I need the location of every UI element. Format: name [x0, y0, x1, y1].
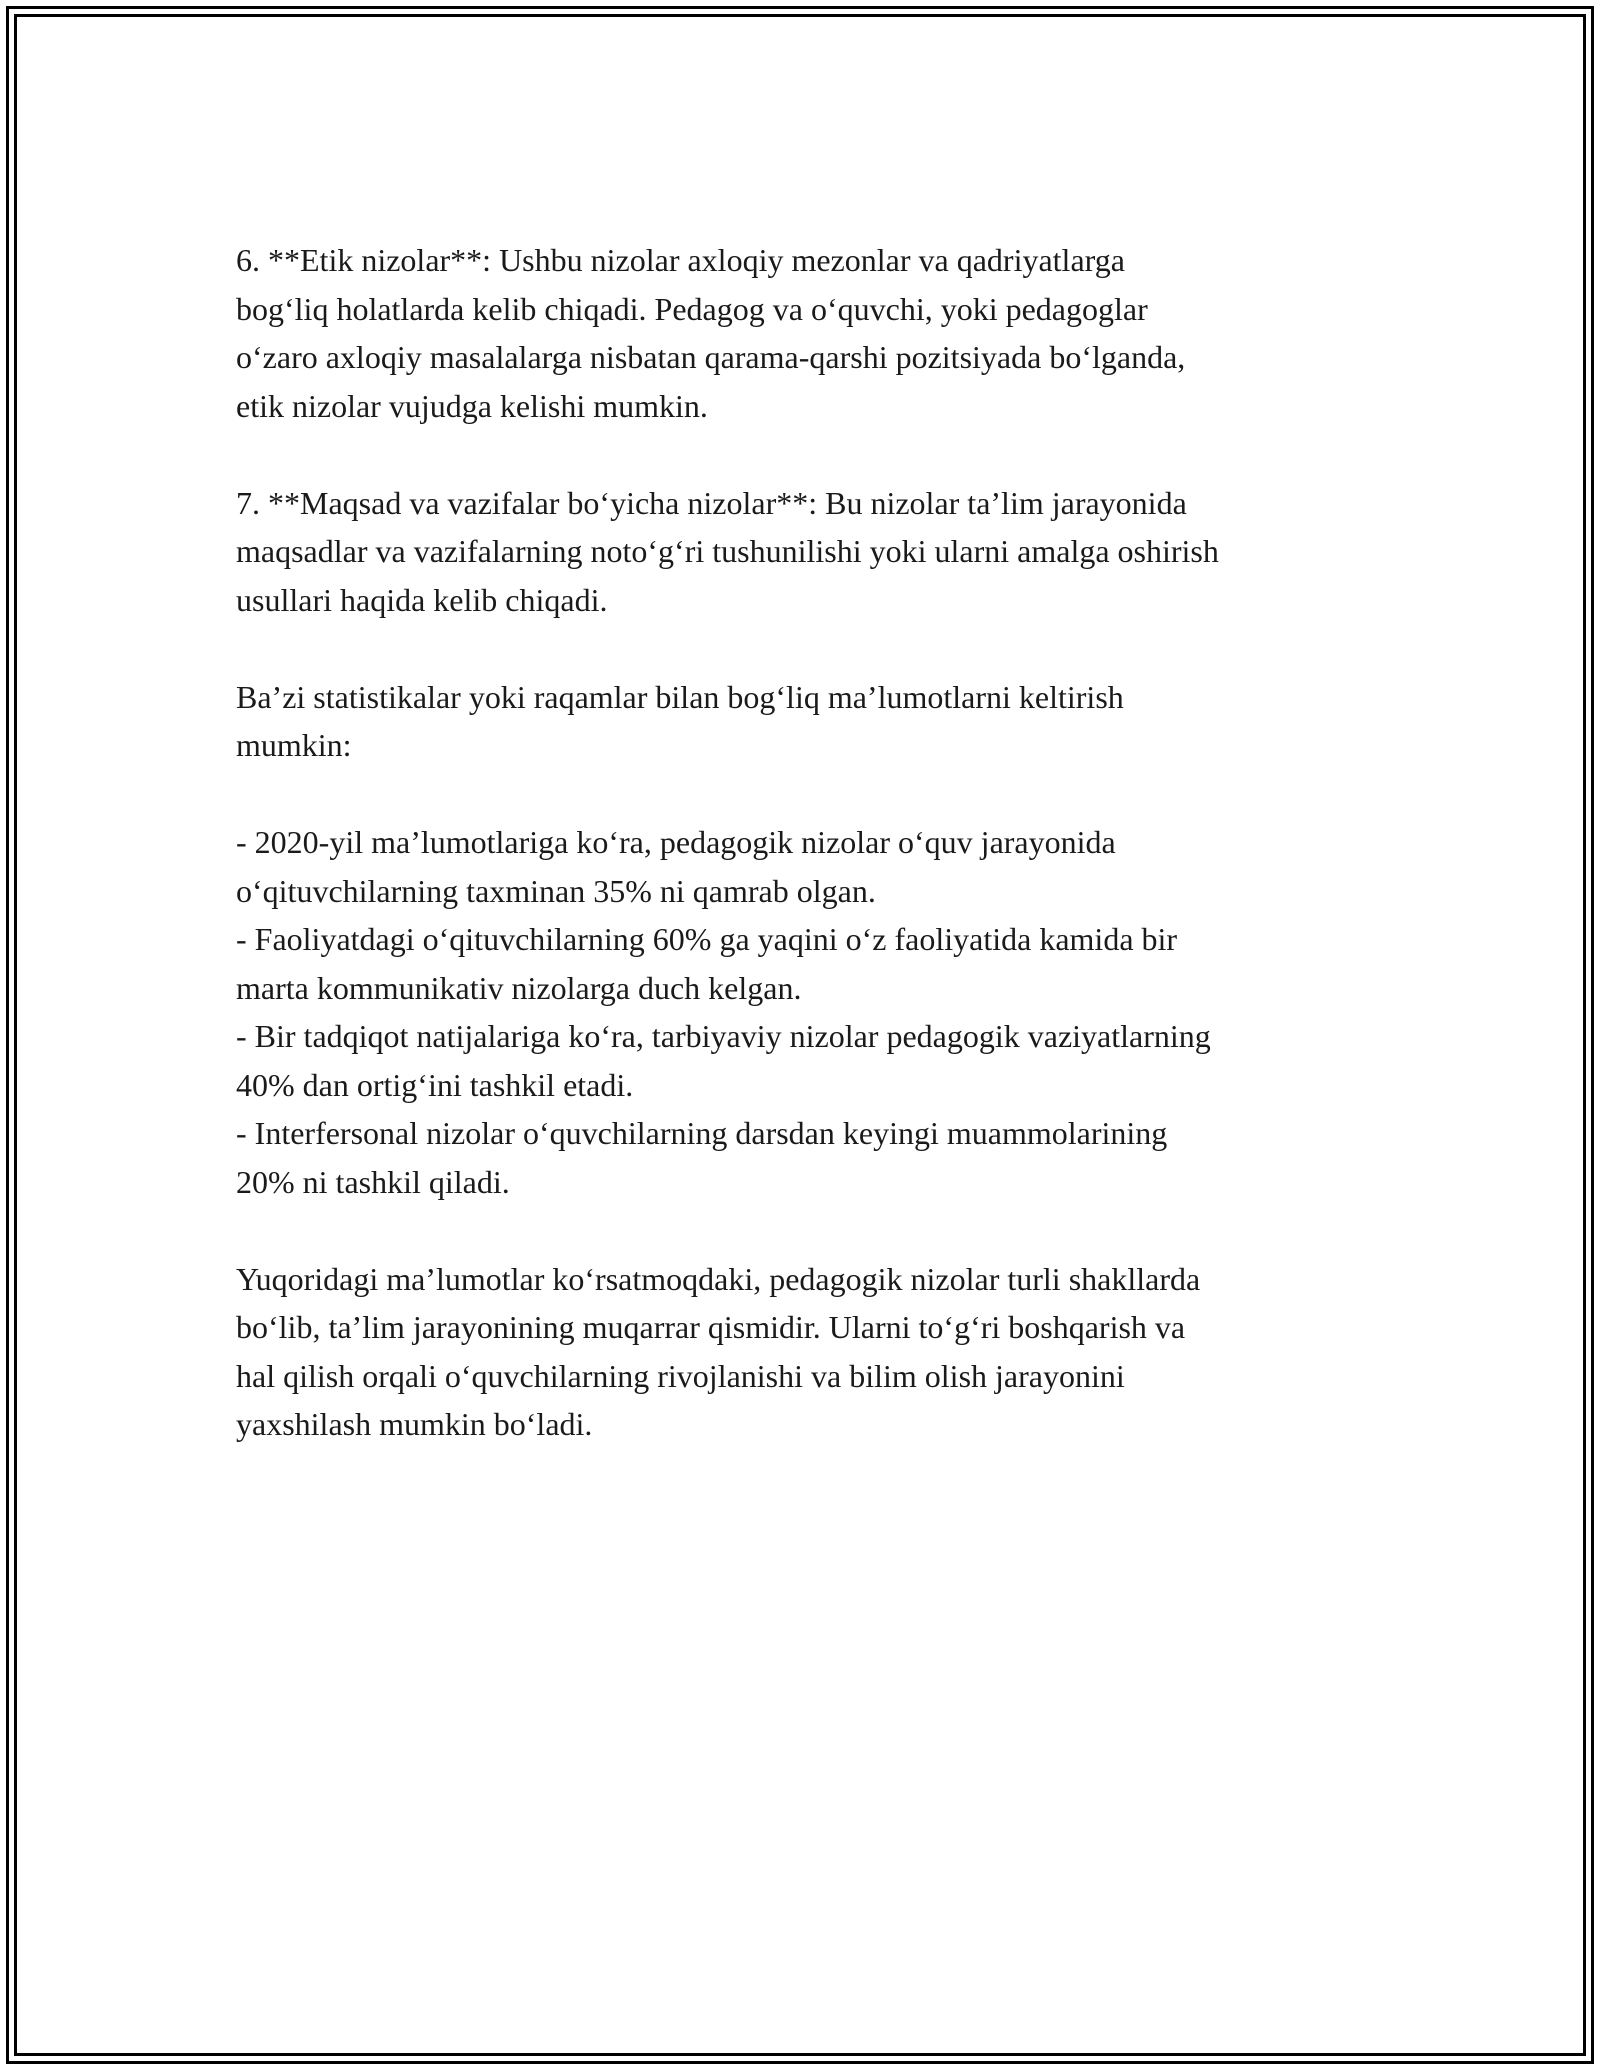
text-line: mumkin:: [236, 727, 352, 763]
document-body: [236, 236, 1376, 1449]
paragraph-gap: [236, 1206, 1376, 1255]
text-line: yaxshilash mumkin bo‘ladi.: [236, 1406, 593, 1442]
text-line: Yuqoridagi ma’lumotlar ko‘rsatmoqdaki, pedagogik nizolar turli shakllarda: [236, 1260, 1201, 1297]
text-line: maqsadlar va vazifalarning noto‘g‘ri tushunilishi yoki ularni amalga oshirish: [236, 533, 1219, 569]
statistics-list: [236, 818, 1376, 1206]
text-line: bo‘lib, ta’lim jarayonining muqarrar qismidir. Ularni to‘g‘ri boshqarish va: [236, 1309, 1186, 1345]
paragraph-maqsad-vazifalar: [236, 479, 1376, 625]
list-item-line: o‘qituvchilarning taxminan 35% ni qamrab olgan.: [236, 872, 876, 909]
list-item-line: - 2020-yil ma’lumotlariga ko‘ra, pedagogik nizolar o‘quv jarayonida: [236, 824, 1116, 860]
text-line: 6. **Etik nizolar**: Ushbu nizolar axloqiy mezonlar va qadriyatlarga: [236, 242, 1125, 278]
text-line: o‘zaro axloqiy masalalarga nisbatan qarama-qarshi pozitsiyada bo‘lganda,: [236, 339, 1186, 375]
paragraph-gap: [236, 430, 1376, 479]
list-item-line: - Faoliyatdagi o‘qituvchilarning 60% ga yaqini o‘z faoliyatida kamida bir: [236, 921, 1178, 957]
list-item-line: 20% ni tashkil qiladi.: [236, 1163, 510, 1200]
list-item-line: - Interfersonal nizolar o‘quvchilarning darsdan keyingi muammolarining: [236, 1115, 1168, 1151]
paragraph-conclusion: [236, 1255, 1376, 1449]
list-item-line: 40% dan ortig‘ini tashkil etadi.: [236, 1066, 634, 1103]
list-item-line: - Bir tadqiqot natijalariga ko‘ra, tarbiyaviy nizolar pedagogik vaziyatlarning: [236, 1018, 1211, 1054]
text-line: 7. **Maqsad va vazifalar bo‘yicha nizolar**: Bu nizolar ta’lim jarayonida: [236, 484, 1187, 521]
text-line: etik nizolar vujudga kelishi mumkin.: [236, 387, 708, 424]
text-line: Ba’zi statistikalar yoki raqamlar bilan bog‘liq ma’lumotlarni keltirish: [236, 678, 1124, 715]
paragraph-gap: [236, 770, 1376, 819]
text-line: bog‘liq holatlarda kelib chiqadi. Pedagog va o‘quvchi, yoki pedagoglar: [236, 290, 1148, 327]
paragraph-stats-intro: [236, 673, 1376, 770]
list-item-line: marta kommunikativ nizolarga duch kelgan.: [236, 969, 802, 1006]
paragraph-etik-nizolar: [236, 236, 1376, 430]
paragraph-gap: [236, 624, 1376, 673]
text-line: hal qilish orqali o‘quvchilarning rivojlanishi va bilim olish jarayonini: [236, 1357, 1125, 1394]
text-line: usullari haqida kelib chiqadi.: [236, 581, 608, 618]
